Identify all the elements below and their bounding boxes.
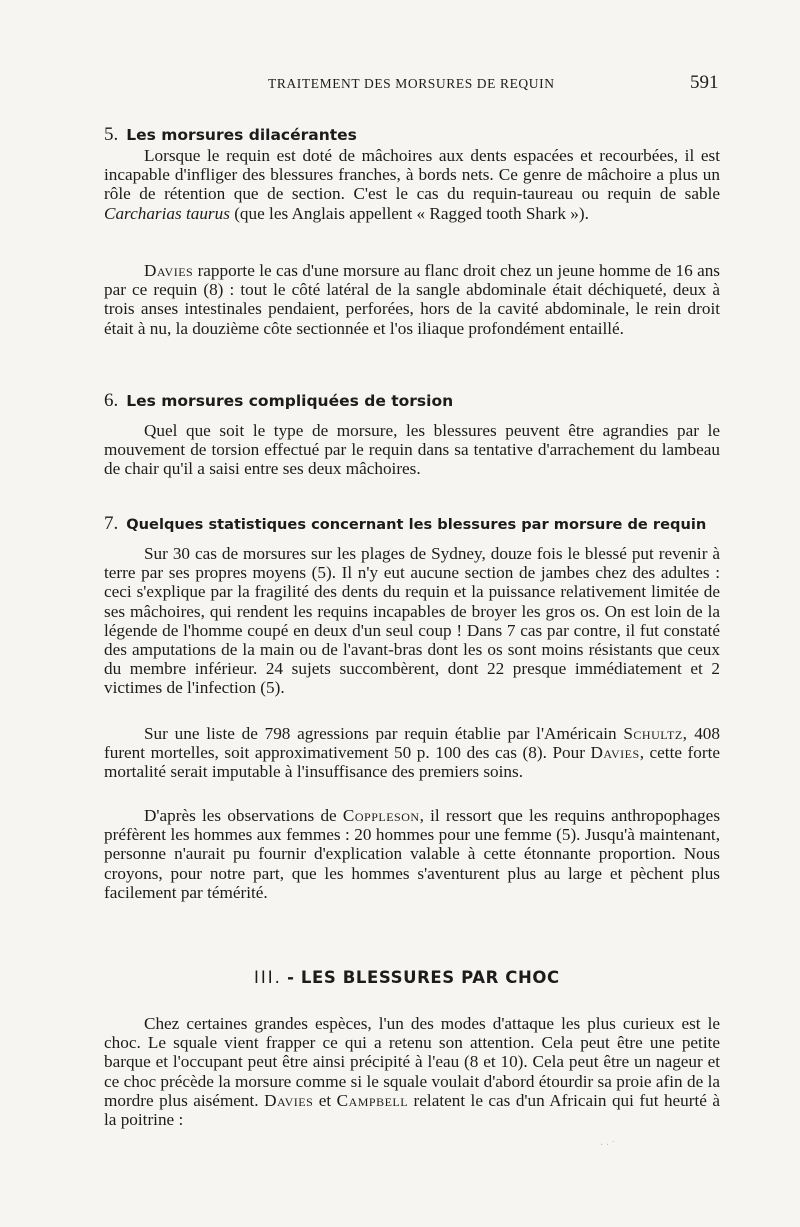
section-7-title: Quelques statistiques concernant les blessures par morsure de requin (126, 516, 707, 533)
author-name: Davies (590, 743, 640, 763)
author-name: Campbell (336, 1090, 409, 1110)
section-5-heading (104, 124, 357, 146)
section-7-heading (104, 513, 706, 535)
author-name: Coppleson (342, 806, 420, 825)
author-name: Davies (264, 1090, 314, 1110)
page-number: 591 (690, 72, 719, 93)
section-6-heading (104, 390, 453, 412)
section-7-number: 7. (104, 513, 119, 534)
running-head: TRAITEMENT DES MORSURES DE REQUIN (268, 76, 555, 91)
section-7-paragraph-1: Sur 30 cas de morsures sur les plages de Sydney, douze fois le blessé put revenir à terre par ses propres moyens (5). Il n'y eut aucune section de jambes chez des adultes : ceci s'explique par la fragilité des dents du requin et la puissance relativement limitée de ses mâchoires, qui rendent les requins incapables de broyer les gros os. On est loin de la légende de l'homme coupé en deux d'un seul coup ! Dans 7 cas par contre, il fut constaté des amputations de la main ou de l'avant-bras dont les os sont moins résistants que ceux du membre inférieur. 24 sujets succombèrent, dont 22 presque immédiatement et 2 victimes de l'infection (5). (104, 544, 720, 698)
author-name: Schultz, (623, 724, 688, 743)
part-3-heading (254, 968, 560, 987)
section-5-paragraph-2: Davies rapporte le cas d'une morsure au flanc droit chez un jeune homme de 16 ans par ce requin (8) : tout le côté latéral de la sangle abdominale était déchiqueté, deux à trois anses intestinales pendaient, perforées, hors de la cavité abdominale, le rein droit était à nu, la douzième côte sectionnée et l'os iliaque profondément entaillé. (104, 261, 720, 338)
section-5-number: 5. (104, 124, 119, 145)
section-6-number: 6. (104, 390, 119, 411)
scan-speck-mark: · · ˙ (600, 1140, 615, 1151)
section-7-paragraph-3: D'après les observations de Coppleson, il ressort que les requins anthropophages préfèrent les hommes aux femmes : 20 hommes pour une femme (5). Jusqu'à maintenant, personne n'aurait pu fournir d'explication valable à cette étonnante proportion. Nous croyons, pour notre part, que les hommes s'aventurent plus au large et pèchent plus facilement par témérité. (104, 806, 721, 902)
author-name: Davies (144, 261, 194, 280)
section-5-title: Les morsures dilacérantes (126, 126, 357, 144)
section-6-title: Les morsures compliquées de torsion (126, 392, 454, 410)
section-7-paragraph-2: Sur une liste de 798 agressions par requin établie par l'Américain Schultz, 408 furent mortelles, soit approximativement 50 p. 100 des cas (8). Pour Davies, cette forte mortalité serait imputable à l'insuffisance des premiers soins. (104, 724, 720, 782)
section-5-paragraph-1: Lorsque le requin est doté de mâchoires aux dents espacées et recourbées, il est incapable d'infliger des blessures franches, à bords nets. Ce genre de mâchoire a plus un rôle de rétention que de section. C'est le cas du requin-taureau ou requin de sable Carcharias taurus (que les Anglais appellent « Ragged tooth Shark »). (104, 146, 720, 223)
part-3-number: III. (254, 968, 282, 987)
part-3-paragraph-1: Chez certaines grandes espèces, l'un des modes d'attaque les plus curieux est le choc. Le squale vient frapper ce qui a retenu son attention. Cela peut être une petite barque et l'occupant peut être ainsi précipité à l'eau (8 et 10). Cela peut être un nageur et ce choc précède la morsure comme si le squale voulait d'abord étourdir sa proie afin de la mordre plus aisément. Davies et Campbell relatent le cas d'un Africain qui fut heurté à la poitrine : (104, 1014, 720, 1130)
part-3-title: - LES BLESSURES PAR CHOC (287, 968, 560, 987)
section-6-paragraph-1: Quel que soit le type de morsure, les blessures peuvent être agrandies par le mouvement de torsion effectué par le requin dans sa tentative d'arrachement du lambeau de chair qu'il a saisi entre ses deux mâchoires. (104, 421, 720, 479)
